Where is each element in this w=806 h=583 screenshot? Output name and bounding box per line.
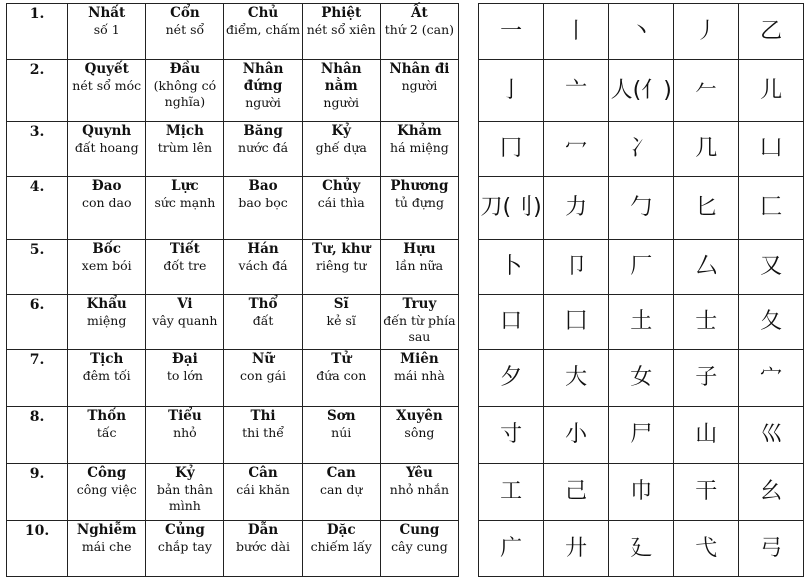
radical-glyph: 丶: [609, 4, 674, 60]
radical-name: Nhân nằm: [320, 61, 362, 94]
radical-glyph: 弋: [674, 521, 739, 577]
radical-glyph: 大: [544, 350, 609, 407]
radical-name: Nữ: [251, 351, 275, 367]
radical-name: Công: [87, 465, 127, 481]
radical-glyph: 子: [674, 350, 739, 407]
radical-meaning: bước dài: [236, 539, 291, 554]
radical-meaning: mái che: [81, 539, 132, 554]
radical-name: Khảm: [397, 123, 442, 139]
radical-meaning: đêm tối: [82, 368, 131, 383]
radical-cell: [68, 407, 146, 464]
radical-cell: [302, 464, 380, 521]
radical-glyph: 己: [544, 464, 609, 521]
radical-cell: [380, 4, 458, 60]
radical-meaning: đến từ phía sau: [383, 313, 456, 344]
table-row: [479, 350, 804, 407]
radical-glyph: 卜: [479, 240, 544, 295]
radical-glyph: 亅: [479, 60, 544, 122]
row-number: 5.: [7, 240, 68, 295]
radical-glyph: 亠: [544, 60, 609, 122]
radical-meaning: nét sổ móc: [72, 78, 142, 93]
radical-glyph: 夂: [739, 295, 804, 350]
radical-name: Tiểu: [168, 408, 202, 424]
radical-cell: [380, 464, 458, 521]
radical-meaning: kẻ sĩ: [326, 313, 356, 328]
table-row: [479, 4, 804, 60]
radical-meaning: thi thể: [242, 425, 284, 440]
radical-name: Củng: [164, 522, 205, 538]
radical-cell: [224, 407, 302, 464]
radical-cell: [224, 122, 302, 177]
radical-meaning: con gái: [240, 368, 287, 383]
radical-cell: [146, 60, 224, 122]
radical-meaning: nét sổ: [165, 22, 205, 37]
radical-cell: [380, 122, 458, 177]
table-row: [7, 4, 459, 60]
radical-name: Đầu: [169, 61, 201, 77]
radical-cell: [68, 60, 146, 122]
radical-glyph: 尸: [609, 407, 674, 464]
radical-name: Mịch: [165, 123, 204, 139]
table-row: [7, 407, 459, 464]
radical-cell: [380, 295, 458, 350]
radical-cell: [380, 350, 458, 407]
table-row: [479, 60, 804, 122]
radical-glyph: 囗: [544, 295, 609, 350]
radical-meaning: bản thân mình: [156, 482, 213, 513]
radical-cell: [68, 122, 146, 177]
radical-glyph: 士: [674, 295, 739, 350]
radical-meaning: đứa con: [316, 368, 367, 383]
radical-name: Xuyên: [396, 408, 443, 424]
radical-meaning: riêng tư: [315, 258, 367, 273]
radical-name: Chủ: [247, 5, 279, 21]
radical-glyph: 寸: [479, 407, 544, 464]
radical-meaning: thứ 2 (can): [384, 22, 455, 37]
radical-cell: [380, 521, 458, 577]
radical-name: Chủy: [322, 178, 361, 194]
row-number: 4.: [7, 177, 68, 240]
radical-glyph: 力: [544, 177, 609, 240]
radical-cell: [302, 295, 380, 350]
radical-glyph: 口: [479, 295, 544, 350]
radical-meaning: cái khăn: [236, 482, 290, 497]
radical-cell: [302, 521, 380, 577]
radical-name: Tư, khư: [312, 241, 371, 257]
radical-cell: [146, 4, 224, 60]
radical-glyph: 土: [609, 295, 674, 350]
radical-meaning: xem bói: [81, 258, 132, 273]
radical-cell: [68, 177, 146, 240]
radical-glyph: 丨: [544, 4, 609, 60]
radical-glyph: 女: [609, 350, 674, 407]
radical-cell: [224, 240, 302, 295]
radical-names-table: [6, 3, 459, 577]
radical-glyph: 厶: [674, 240, 739, 295]
radical-cell: [68, 464, 146, 521]
radical-glyph: 刀(刂): [479, 177, 544, 240]
table-row: [7, 350, 459, 407]
radical-glyph: 人(亻): [609, 60, 674, 122]
radical-cell: [302, 407, 380, 464]
radical-glyph: 冖: [544, 122, 609, 177]
radical-meaning: người: [401, 78, 438, 93]
radical-name: Thi: [250, 408, 276, 424]
radical-meaning: đất hoang: [74, 140, 139, 155]
radical-meaning: số 1: [93, 22, 120, 37]
radical-name: Dẫn: [247, 522, 279, 538]
radical-name: Kỷ: [331, 123, 352, 139]
radical-name: Cổn: [170, 5, 200, 21]
radical-name: Dặc: [326, 522, 356, 538]
radical-name: Tử: [331, 351, 352, 367]
radical-name: Cân: [248, 465, 278, 481]
radical-name: Nhân đứng: [242, 61, 284, 94]
table-row: [7, 295, 459, 350]
radical-name: Tịch: [90, 351, 124, 367]
radical-name: Vi: [177, 296, 193, 312]
radical-cell: [224, 4, 302, 60]
table-row: [7, 122, 459, 177]
radical-meaning: đất: [252, 313, 274, 328]
radical-cell: [146, 407, 224, 464]
radical-name: Phiệt: [321, 5, 362, 21]
row-number: 2.: [7, 60, 68, 122]
radical-cell: [146, 295, 224, 350]
radical-cell: [302, 240, 380, 295]
radical-cell: [224, 521, 302, 577]
radical-meaning: nét sổ xiên: [306, 22, 376, 37]
radical-meaning: điểm, chấm: [226, 22, 301, 37]
radical-name: Khẩu: [86, 296, 127, 312]
radical-meaning: người: [323, 95, 360, 110]
radical-meaning: người: [245, 95, 281, 110]
radical-name: Phương: [390, 178, 449, 194]
radical-cell: [68, 295, 146, 350]
row-number: 7.: [7, 350, 68, 407]
row-number: 9.: [7, 464, 68, 521]
radical-meaning: công việc: [76, 482, 137, 497]
radical-glyph: 勹: [609, 177, 674, 240]
radical-meaning: bao bọc: [238, 195, 288, 210]
radical-cell: [146, 240, 224, 295]
row-number: 6.: [7, 295, 68, 350]
radical-glyphs-table: [478, 3, 804, 577]
radical-name: Kỷ: [175, 465, 195, 481]
radical-meaning: to lớn: [166, 368, 203, 383]
radical-glyph: 匚: [739, 177, 804, 240]
radical-glyph: 巾: [609, 464, 674, 521]
radical-meaning: tấc: [96, 425, 117, 440]
radical-cell: [146, 122, 224, 177]
radical-glyph: 夕: [479, 350, 544, 407]
radical-name: Ất: [411, 5, 428, 21]
radical-name: Nhân đi: [389, 61, 450, 77]
radical-cell: [380, 177, 458, 240]
radical-cell: [224, 464, 302, 521]
radical-glyph: 小: [544, 407, 609, 464]
radical-meaning: chắp tay: [157, 539, 212, 554]
radical-glyph: 厂: [609, 240, 674, 295]
table-row: [479, 177, 804, 240]
radical-meaning: nhỏ: [173, 425, 197, 440]
radical-names-body: [7, 4, 459, 577]
table-row: [7, 464, 459, 521]
table-row: [479, 295, 804, 350]
radical-glyph: 幺: [739, 464, 804, 521]
radical-name: Tiết: [169, 241, 200, 257]
radical-name: Băng: [243, 123, 283, 139]
radical-name: Đại: [172, 351, 198, 367]
radical-meaning: há miệng: [390, 140, 449, 155]
radical-glyph: 弓: [739, 521, 804, 577]
radical-cell: [224, 295, 302, 350]
radical-glyph: 广: [479, 521, 544, 577]
table-row: [7, 177, 459, 240]
radical-meaning: sông: [404, 425, 435, 440]
table-row: [7, 240, 459, 295]
radical-glyph: 廴: [609, 521, 674, 577]
radical-name: Cung: [399, 522, 440, 538]
radical-meaning: lần nữa: [395, 258, 444, 273]
radical-name: Thổ: [248, 296, 278, 312]
radical-glyph: 又: [739, 240, 804, 295]
radical-cell: [224, 350, 302, 407]
radical-meaning: mái nhà: [393, 368, 445, 383]
radical-name: Quyết: [84, 61, 129, 77]
radical-name: Miên: [400, 351, 439, 367]
radical-meaning: (không có nghĩa): [153, 78, 217, 109]
radical-name: Hán: [247, 241, 279, 257]
radical-name: Thốn: [87, 408, 127, 424]
radical-glyph: 𠂉: [674, 60, 739, 122]
radical-cell: [380, 240, 458, 295]
radical-cell: [146, 177, 224, 240]
radical-meaning: tủ đựng: [394, 195, 444, 210]
radical-cell: [224, 177, 302, 240]
radical-meaning: sức mạnh: [154, 195, 216, 210]
radical-name: Can: [326, 465, 356, 481]
radical-meaning: nhỏ nhắn: [389, 482, 450, 497]
radical-meaning: ghế dựa: [315, 140, 367, 155]
radical-cell: [146, 350, 224, 407]
radical-glyph: 乙: [739, 4, 804, 60]
radical-glyph: 巛: [739, 407, 804, 464]
table-row: [479, 122, 804, 177]
radical-cell: [224, 60, 302, 122]
radical-meaning: núi: [331, 425, 352, 440]
radical-cell: [68, 4, 146, 60]
radical-glyph: 冫: [609, 122, 674, 177]
table-row: [479, 521, 804, 577]
row-number: 1.: [7, 4, 68, 60]
table-row: [7, 60, 459, 122]
radical-name: Nhất: [88, 5, 126, 21]
radical-name: Quynh: [82, 123, 132, 139]
radical-name: Yêu: [405, 465, 433, 481]
radical-glyph: 一: [479, 4, 544, 60]
radical-cell: [68, 521, 146, 577]
radical-name: Sơn: [326, 408, 356, 424]
radical-name: Lực: [171, 178, 199, 194]
radical-meaning: vách đá: [238, 258, 288, 273]
table-row: [7, 521, 459, 577]
table-row: [479, 240, 804, 295]
radical-name: Sĩ: [333, 296, 349, 312]
radical-cell: [302, 4, 380, 60]
radical-glyph: 匕: [674, 177, 739, 240]
radical-name: Hựu: [403, 241, 436, 257]
radical-meaning: nước đá: [238, 140, 289, 155]
radical-name: Bao: [248, 178, 278, 194]
radical-cell: [68, 240, 146, 295]
radical-cell: [302, 350, 380, 407]
radical-glyph: 卩: [544, 240, 609, 295]
radical-glyph: 儿: [739, 60, 804, 122]
radical-cell: [380, 407, 458, 464]
radical-meaning: cây cung: [391, 539, 448, 554]
radical-meaning: vây quanh: [152, 313, 218, 328]
radical-name: Đao: [91, 178, 122, 194]
radical-name: Bốc: [92, 241, 122, 257]
radical-glyph: 工: [479, 464, 544, 521]
radical-cell: [302, 60, 380, 122]
radical-cell: [68, 350, 146, 407]
radical-glyph: 干: [674, 464, 739, 521]
radical-meaning: con dao: [81, 195, 132, 210]
radical-meaning: đốt tre: [163, 258, 207, 273]
radical-glyph: 廾: [544, 521, 609, 577]
radical-glyph: 冂: [479, 122, 544, 177]
table-row: [479, 464, 804, 521]
table-row: [479, 407, 804, 464]
radical-glyph: 几: [674, 122, 739, 177]
radical-name: Nghiễm: [76, 522, 137, 538]
radical-glyph: 丿: [674, 4, 739, 60]
radical-name: Truy: [402, 296, 437, 312]
radical-meaning: trùm lên: [157, 140, 213, 155]
row-number: 10.: [7, 521, 68, 577]
radical-cell: [380, 60, 458, 122]
radical-glyphs-body: [479, 4, 804, 577]
row-number: 3.: [7, 122, 68, 177]
row-number: 8.: [7, 407, 68, 464]
radical-cell: [302, 122, 380, 177]
radical-glyph: 山: [674, 407, 739, 464]
radical-meaning: chiếm lấy: [310, 539, 372, 554]
radical-meaning: miệng: [87, 313, 127, 328]
radical-meaning: cái thìa: [317, 195, 365, 210]
radical-cell: [146, 521, 224, 577]
radical-cell: [146, 464, 224, 521]
radical-cell: [302, 177, 380, 240]
radical-glyph: 凵: [739, 122, 804, 177]
radical-glyph: 宀: [739, 350, 804, 407]
radical-meaning: can dự: [319, 482, 363, 497]
